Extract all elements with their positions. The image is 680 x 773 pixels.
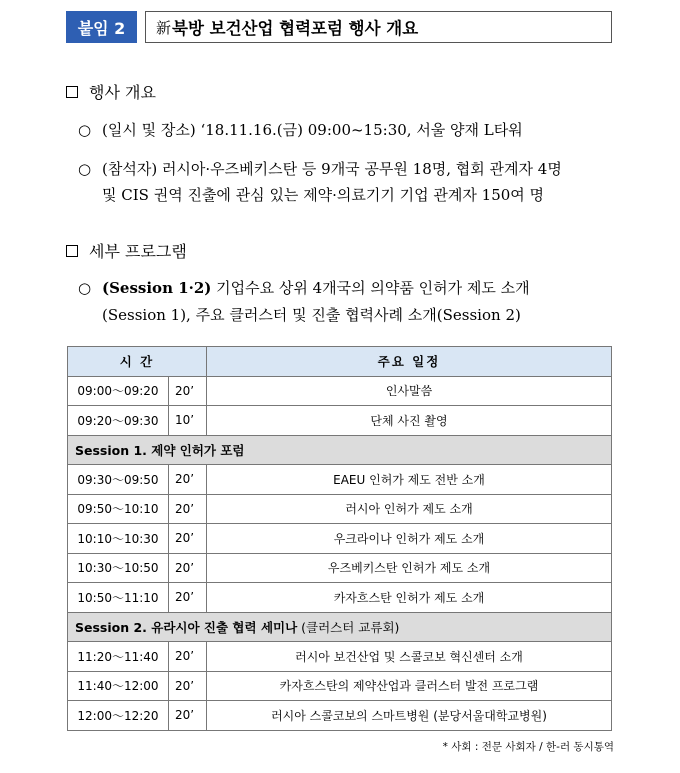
table-row [68,553,612,583]
program-cell: 러시아 보건산업 및 스콜코보 혁신센터 소개 [207,642,612,672]
session-subtitle-text: (클러스터 교류회) [297,619,400,635]
time-column-header: 시 간 [68,347,207,377]
table-header-row [68,347,612,377]
duration-cell: 20’ [169,701,207,731]
list-item [78,120,523,140]
time-cell: 11:20～11:40 [68,642,169,672]
duration-cell: 20’ [169,524,207,554]
program-cell: 러시아 인허가 제도 소개 [207,494,612,524]
table-row [68,642,612,672]
title-text: 북방 보건산업 협력포럼 행사 개요 [172,19,419,38]
time-cell: 10:30～10:50 [68,553,169,583]
footnote: * 사회 : 전문 사회자 / 한-러 동시통역 [442,741,614,753]
program-table [67,346,612,731]
time-cell: 09:00～09:20 [68,376,169,406]
item-text: 기업수요 상위 4개국의 의약품 인허가 제도 소개 [211,279,530,297]
duration-cell: 20’ [169,553,207,583]
item-continuation: (Session 1), 주요 클러스터 및 진출 협력사례 소개(Session 2) [102,306,521,324]
section-heading: 행사 개요 [89,83,156,102]
attachment-badge: 붙임 2 [66,11,137,43]
item-continuation: 및 CIS 권역 진출에 관심 있는 제약·의료기기 기업 관계자 150여 명 [102,186,545,204]
circle-bullet-icon: ○ [78,121,92,139]
table-row [68,494,612,524]
list-item [78,159,562,179]
duration-cell: 10’ [169,406,207,436]
time-cell: 09:20～09:30 [68,406,169,436]
program-cell: 우즈베키스탄 인허가 제도 소개 [207,553,612,583]
table-row [68,376,612,406]
program-cell: EAEU 인허가 제도 전반 소개 [207,465,612,495]
duration-cell: 20’ [169,642,207,672]
session-title-text: Session 1. 제약 인허가 포럼 [75,442,245,458]
time-cell: 10:10～10:30 [68,524,169,554]
program-cell: 단체 사진 촬영 [207,406,612,436]
duration-cell: 20’ [169,494,207,524]
table-row [68,465,612,495]
document-title [145,11,612,43]
square-bullet-icon [66,86,78,98]
duration-cell: 20’ [169,583,207,613]
session-row [68,435,612,465]
session-2-title [68,612,612,642]
table-row [68,524,612,554]
section-heading: 세부 프로그램 [89,242,187,261]
time-cell: 12:00～12:20 [68,701,169,731]
time-cell: 10:50～11:10 [68,583,169,613]
session-1-title [68,435,612,465]
title-prefix: 新 [156,18,172,37]
session-label: (Session 1·2) [102,279,212,297]
duration-cell: 20’ [169,376,207,406]
time-cell: 09:50～10:10 [68,494,169,524]
table-row [68,671,612,701]
table-row [68,701,612,731]
circle-bullet-icon: ○ [78,160,92,178]
table-row [68,583,612,613]
list-item [78,278,530,298]
duration-cell: 20’ [169,671,207,701]
item-text: (일시 및 장소) ‘18.11.16.(금) 09:00~15:30, 서울 양재 L타워 [102,121,523,139]
program-cell: 우크라이나 인허가 제도 소개 [207,524,612,554]
time-cell: 11:40～12:00 [68,671,169,701]
program-column-header: 주요 일정 [207,347,612,377]
item-text: (참석자) 러시아·우즈베키스탄 등 9개국 공무원 18명, 협회 관계자 4명 [102,160,562,178]
program-cell: 러시아 스콜코보의 스마트병원 (분당서울대학교병원) [207,701,612,731]
program-cell: 카자흐스탄 인허가 제도 소개 [207,583,612,613]
session-row [68,612,612,642]
square-bullet-icon [66,245,78,257]
attachment-header [66,11,612,43]
section-event-overview [66,80,156,103]
session-title-text: Session 2. 유라시아 진출 협력 세미나 [75,619,298,635]
circle-bullet-icon: ○ [78,279,92,297]
section-program-details [66,239,187,262]
program-cell: 카자흐스탄의 제약산업과 클러스터 발전 프로그램 [207,671,612,701]
table-row [68,406,612,436]
program-cell: 인사말씀 [207,376,612,406]
duration-cell: 20’ [169,465,207,495]
time-cell: 09:30～09:50 [68,465,169,495]
